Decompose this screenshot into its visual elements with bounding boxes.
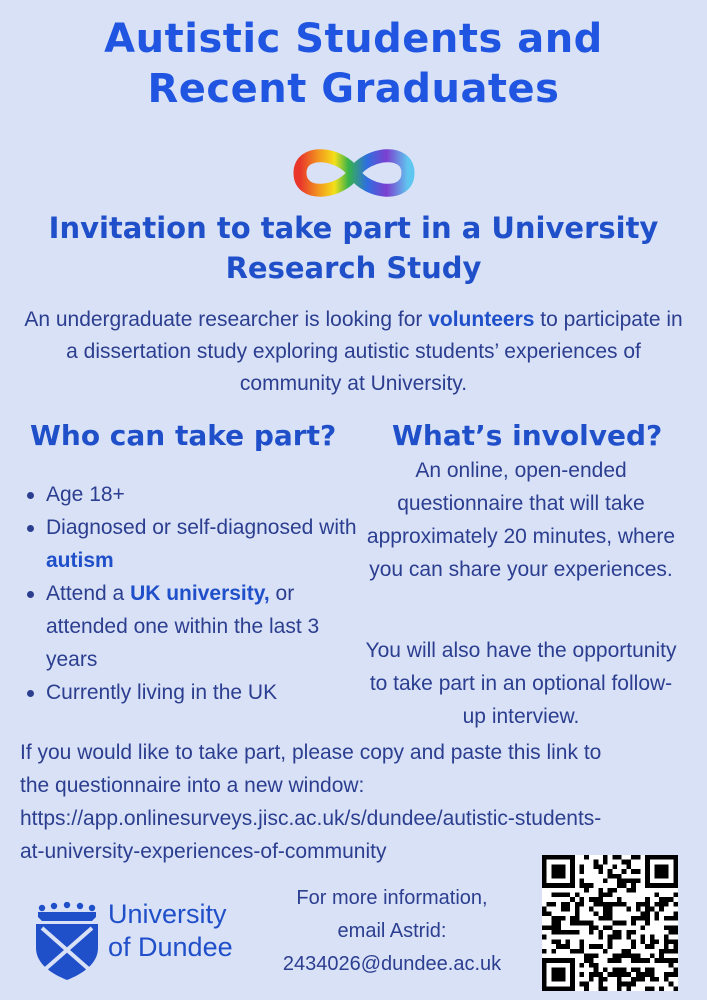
subtitle <box>0 208 707 288</box>
subtitle-line-1: Invitation to take part in a University <box>48 211 659 245</box>
list-item <box>22 478 367 511</box>
item-bold: autism <box>46 549 114 572</box>
item-text: Currently living in the UK <box>46 681 278 704</box>
involved-paragraph-1: An online, open-ended questionnaire that will take approximately 20 minutes, where you can share your experiences. <box>366 459 676 581</box>
participation-instructions <box>20 736 692 868</box>
contact-email[interactable]: 2434026@dundee.ac.uk <box>282 953 502 975</box>
involved-heading: What’s involved? <box>392 419 663 452</box>
intro-text-2: to participate in a dissertation study exploring autistic students’ experiences of community at University. <box>66 308 683 395</box>
poster-title <box>0 14 707 114</box>
intro-bold-volunteers: volunteers <box>428 308 535 331</box>
contact-info <box>262 882 522 981</box>
eligibility-list <box>22 478 367 709</box>
university-name <box>108 898 278 964</box>
list-item <box>22 577 367 676</box>
intro-text-1: An undergraduate researcher is looking for <box>24 308 429 331</box>
intro-paragraph <box>20 304 687 400</box>
item-text: Age 18+ <box>46 483 125 506</box>
list-item <box>22 511 367 577</box>
contact-line-1: For more information, <box>296 887 488 909</box>
item-text: or attended one within the last 3 years <box>46 582 320 671</box>
item-text: Diagnosed or self-diagnosed with <box>46 516 357 539</box>
survey-link-line-1[interactable]: https://app.onlinesurveys.jisc.ac.uk/s/dundee/autistic-students- <box>20 807 602 830</box>
university-crest-icon <box>30 902 110 982</box>
item-text: Attend a <box>46 582 131 605</box>
cta-line-1: If you would like to take part, please copy and paste this link to <box>20 741 602 764</box>
item-bold: UK university, <box>130 582 270 605</box>
cta-line-2: the questionnaire into a new window: <box>20 774 365 797</box>
contact-line-2: email Astrid: <box>337 920 447 942</box>
title-line-1: Autistic Students and <box>104 16 603 62</box>
title-line-2: Recent Graduates <box>147 66 560 112</box>
university-line-1: University <box>108 899 227 929</box>
university-line-2: of Dundee <box>108 932 233 962</box>
qr-code-icon[interactable] <box>542 855 678 991</box>
involved-paragraph-2: You will also have the opportunity to take part in an optional follow-up interview. <box>365 639 677 728</box>
who-heading: Who can take part? <box>30 419 337 452</box>
survey-link-line-2[interactable]: at-university-experiences-of-community <box>20 840 387 863</box>
list-item <box>22 676 367 709</box>
subtitle-line-2: Research Study <box>225 251 482 285</box>
infinity-rainbow-icon <box>290 142 418 204</box>
